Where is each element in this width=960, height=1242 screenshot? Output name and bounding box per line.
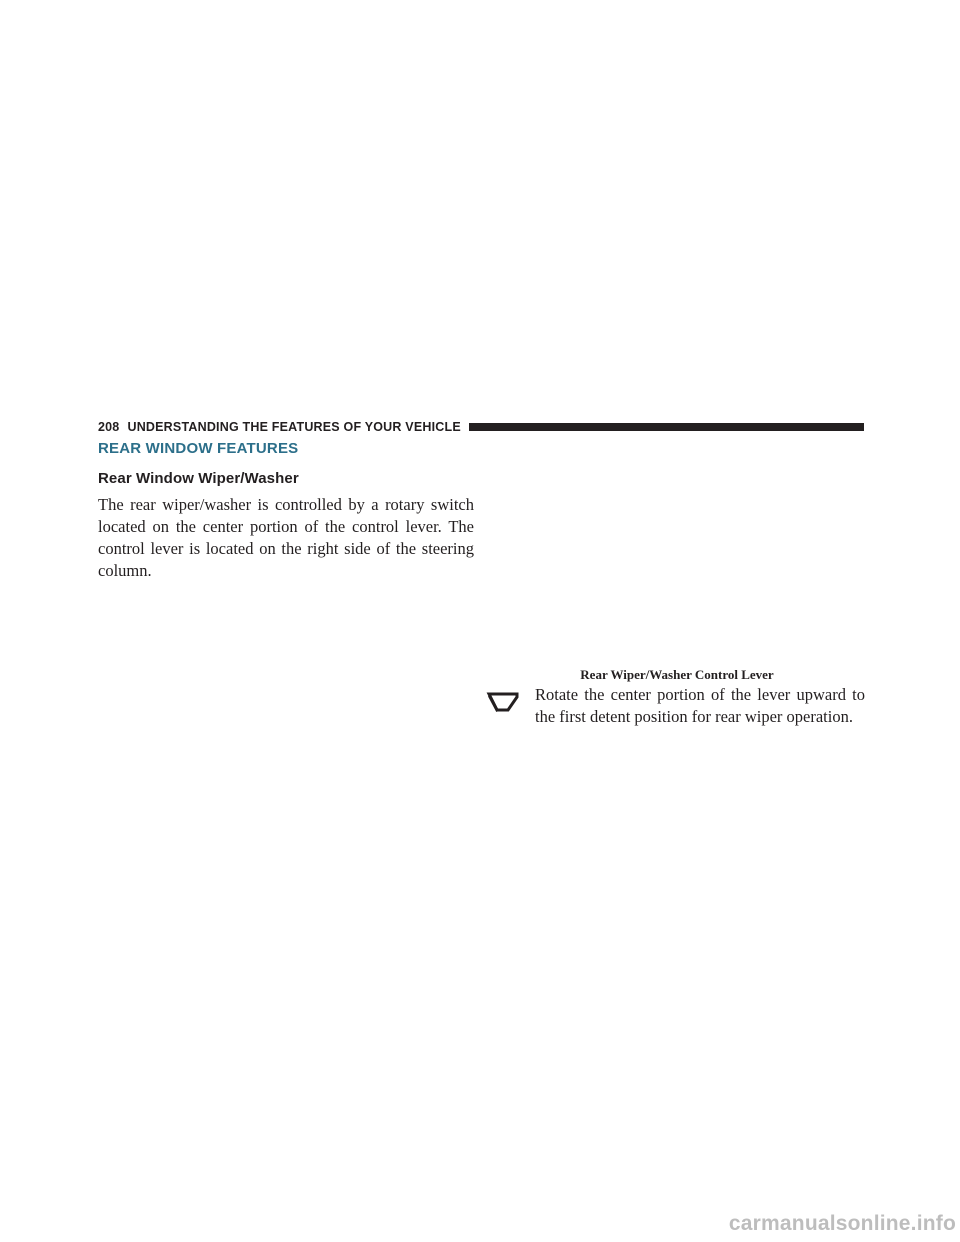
running-head: UNDERSTANDING THE FEATURES OF YOUR VEHICLE [127,420,461,434]
instruction-paragraph: Rotate the center portion of the lever upward to the first detent position for rear wiper operation. [535,685,865,726]
header-rule [469,423,864,431]
figure-caption: Rear Wiper/Washer Control Lever [580,667,774,682]
subsection-title: Rear Window Wiper/Washer [98,470,299,487]
watermark: carmanualsonline.info [728,1212,956,1235]
page-header [98,418,864,436]
page-number: 208 [98,420,120,434]
body-paragraph: The rear wiper/washer is controlled by a rotary switch located on the center portion of the control lever. The control lever is located on the right side of the steering column. [98,495,474,580]
rear-wiper-icon [486,690,520,714]
section-title: REAR WINDOW FEATURES [98,440,299,457]
